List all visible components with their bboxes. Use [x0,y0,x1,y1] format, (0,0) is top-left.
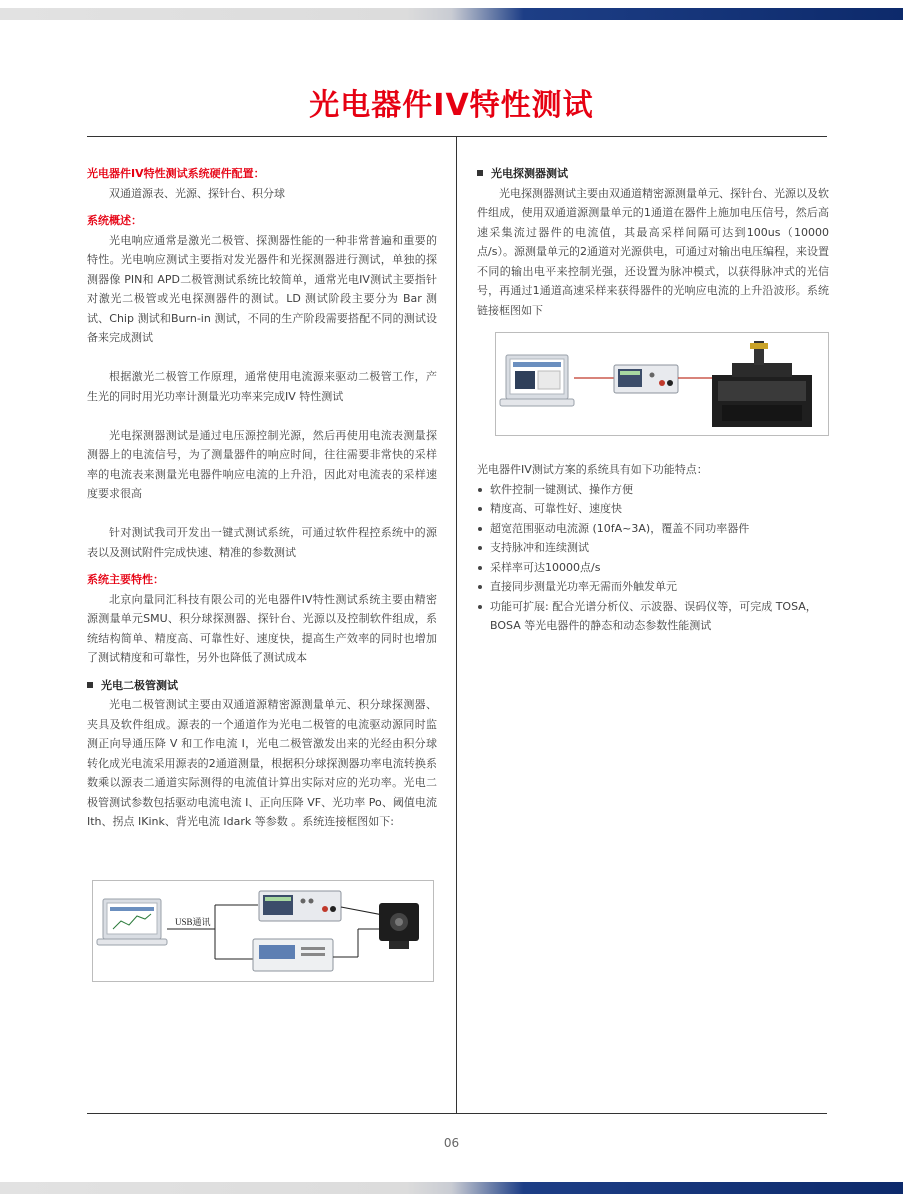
bottom-rule [87,1113,827,1114]
source-meter-icon [614,365,678,393]
bullet-dot-icon [478,488,482,492]
top-rule [87,136,827,137]
right-column [477,164,829,320]
overview-paragraph: 光电探测器测试是通过电压源控制光源，然后再使用电流表测量探测器上的电流信号，为了测量器件的响应时间，往往需要非常快的采样率的电流表来测量光电器件响应电流的上升沿，因此对电流表的采样速度要求很高 [87,428,437,500]
diode-diagram-svg [93,881,433,981]
overview-paragraph: 根据激光二极管工作原理，通常使用电流源来驱动二极管工作，产生光的同时用光功率计测量光功率来完成IV 特性测试 [87,370,437,403]
top-decor-bar [0,8,903,20]
overview-paragraph: 针对测试我司开发出一键式测试系统，可通过软件程控系统中的源表以及测试附件完成快速、精准的参数测试 [87,526,437,559]
detector-system-diagram [495,332,829,436]
bullet-dot-icon [478,546,482,550]
features-intro: 光电器件IV测试方案的系统具有如下功能特点： [477,463,708,476]
overview-heading: 系统概述： [87,214,142,227]
column-divider [456,137,457,1113]
detector-diagram-svg [496,333,828,435]
list-item: 超宽范围驱动电流源 (10fA~3A)，覆盖不同功率器件 [477,519,829,539]
diode-system-diagram [92,880,434,982]
list-item: 软件控制一键测试、操作方便 [477,480,829,500]
diode-heading: 光电二极管测试 [87,676,437,696]
detector-text: 光电探测器测试主要由双通道精密源测量单元、探针台、光源以及软件组成，使用双通道源测量单元的1通道在器件上施加电压信号，然后高速采集流过器件的电流值，其最高采样间隔可达到100us（10000点/s）。源测量单元的2通道对光源供电，可通过对输出电压编程，来设置不同的输出电平来控制光强，还设置为脉冲模式，以获得脉冲式的光信号，再通过1通道高速采样来获得器件的光响应电流的上升沿波形。系统链接框图如下 [477,186,829,317]
list-item: 功能可扩展: 配合光谱分析仪、示波器、误码仪等，可完成 TOSA，BOSA 等光电器件的静态和动态参数性能测试 [477,597,829,636]
bullet-dot-icon [478,507,482,511]
usb-label: USB通讯 [175,917,211,927]
probe-station-icon [712,341,812,427]
bullet-dot-icon [478,585,482,589]
laptop-icon [97,899,167,945]
features-text: 北京向量同汇科技有限公司的光电器件IV特性测试系统主要由精密源测量单元SMU、积分球探测器、探针台、光源以及控制软件组成，系统结构简单、精度高、可靠性好、速度快，提高生产效率的同时也增加了测试精度和可靠性，另外也降低了测试成本 [87,592,437,664]
list-item: 直接同步测量光功率无需而外触发单元 [477,577,829,597]
laptop-icon [500,355,574,406]
list-item: 支持脉冲和连续测试 [477,538,829,558]
features-heading: 系统主要特性： [87,573,164,586]
overview-paragraph: 光电响应通常是激光二极管、探测器性能的一种非常普遍和重要的特性。光电响应测试主要指对发光器件和光探测器进行测试，单独的探测器像 PIN和 APD二极管测试系统比较简单，通常光电IV测试主要指针对激光二极管或光电探测器件的测试。LD 测试阶段主要分为 Bar 测试、Chip 测试和Burn-in 测试，不同的生产阶段需要搭配不同的测试设备来完成测试 [87,233,437,344]
diode-text: 光电二极管测试主要由双通道源精密源测量单元、积分球探测器、夹具及软件组成。源表的一个通道作为光电二极管的电流驱动源同时监测正向导通压降 V 和工作电流 I，光电二极管激发出来的光经由积分球转化成光电流采用源表的2通道测量，根据积分球探测器功率电流转换系数乘以源表二通道实际测得的电流值计算出实际对应的光功率。光电二极管测试参数包括驱动电流电流 I、正向压降 VF、光功率 Po、阈值电流 Ith、拐点 IKink、背光电流 Idark 等参数 。系统连接框图如下: [87,698,437,828]
power-supply-icon [253,939,333,971]
source-meter-icon [259,891,341,921]
detector-heading: 光电探测器测试 [477,164,829,184]
integrating-sphere-icon [379,903,419,949]
features-block [477,460,829,636]
bullet-dot-icon [478,605,482,609]
bottom-decor-bar [0,1182,903,1194]
list-item: 采样率可达10000点/s [477,558,829,578]
square-bullet-icon [477,170,483,176]
square-bullet-icon [87,682,93,688]
bullet-dot-icon [478,527,482,531]
features-list [477,480,829,636]
hw-heading: 光电器件IV特性测试系统硬件配置： [87,167,265,180]
page-title: 光电器件IV特性测试 [309,88,594,123]
page-number: 06 [443,1136,460,1150]
hw-text: 双通道源表、光源、探针台、积分球 [109,186,285,200]
left-column [87,164,437,832]
list-item: 精度高、可靠性好、速度快 [477,499,829,519]
bullet-dot-icon [478,566,482,570]
